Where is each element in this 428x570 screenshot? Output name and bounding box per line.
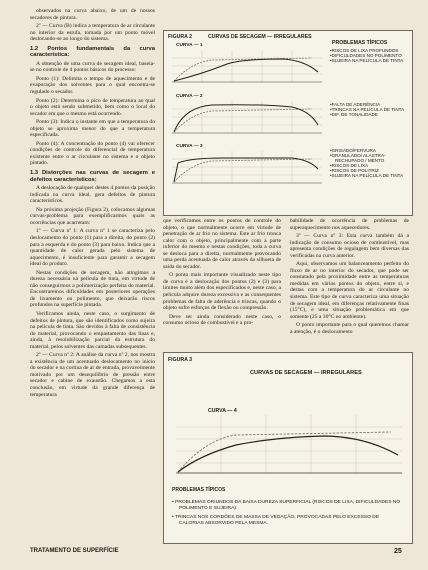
paragraph: Ponto (1): Delimita o tempo de aquecimento e de evaporação dos solventes para o qual encontra-se regulado o secador. xyxy=(30,75,155,96)
footer-section-title: TRATAMENTO DE SUPERFÍCIE xyxy=(30,548,119,554)
paragraph: Nestas condições de secagem, não atingimos a dureza necessária na película de tinta, em virtude de não conseguirmos a polimerização perfeita do material. Encontraremos dificuldades em posteriores operações de lixamento ou polimento, que deixarão riscos profundos na superfície pintada. xyxy=(30,269,155,309)
curve-3-label: CURVA — 3 xyxy=(176,144,203,149)
section-heading: 1.2 Pontos fundamentais da curva característica: xyxy=(30,45,155,59)
figure-2 xyxy=(163,30,413,216)
article-column-1 xyxy=(30,8,155,400)
problem-item: • DIFICULDADES NO POLIMENTO xyxy=(330,53,408,58)
paragraph: Verificamos ainda, neste caso, o surgimento de defeitos de pintura, que são identificados como sujeira na película de tinta. São devidos à falta de consistência do material, provocando o empastamento das linas e, ainda, à resolubilização parcial da estrutura do material, pelos solventes das camadas subsequentes. xyxy=(30,310,155,350)
paragraph: Ponto (4): A concentração do ponto (4) vai oferecer condições de controle do diferencial de temperatura existente entre o ar circulante no sistema e o objeto pintado. xyxy=(30,140,155,167)
problem-item: • SUJEIRA NA PELÍCULA DE TINTA xyxy=(330,173,410,178)
curve-4-plot xyxy=(176,415,402,475)
curve-2-label: CURVA — 2 xyxy=(176,94,203,99)
paragraph: Deve ser ainda considerado neste caso, o consumo ocioso de combustível e a pro- xyxy=(163,313,281,327)
problem-item: • PROBLEMAS ORIUNDOS DA BAIXA DUREZA SUPERFICIAL (RISCOS DE LIXA, DIFICULDADES NO POLIMENTO E SUJEIRA). xyxy=(172,500,402,511)
paragraph: A obtenção de uma curva de secagem ideal, baseia-se no controle de 4 pontos básicos do processo: xyxy=(30,60,155,74)
paragraph: A deslocação de qualquer destes 4 pontos da posição indicada na curva ideal, gera defeitos de pintura característicos. xyxy=(30,185,155,205)
problems-title: PROBLEMAS TÍPICOS xyxy=(172,487,226,493)
problem-item: • DIF. DE TONALIDADE xyxy=(330,112,408,117)
curve-2-plot xyxy=(172,101,322,135)
problem-item: • SUJEIRA NA PELÍCULA DE TINTA xyxy=(330,58,408,63)
problems-title: PROBLEMAS TÍPICOS xyxy=(332,40,388,46)
problem-item: • FALTA DE ADERÊNCIA xyxy=(330,102,408,107)
figure-heading: CURVAS DE SECAGEM — IRREGULARES xyxy=(208,34,312,40)
curve-2-problems xyxy=(330,102,408,117)
paragraph: que verificamos entre os pontos de controle do objeto, o que normalmente ocorre em virtude de penetração de ar frio no sistema. Este ar frio tronca calor com o objeto, principalmente com a parte inferior do mesmo e nestas condições, toda a curva se desloca para a direita, normalmente provocando uma perda acentuada de calor através da silhueta de saída do secador. xyxy=(163,218,281,270)
page-number: 25 xyxy=(394,548,402,555)
problem-item: • GRANULADO/ ALASTRA-RECHUPADO / MENTO xyxy=(330,153,410,163)
paragraph: O ponto importante para o qual queremos chamar a atenção, é o deslocamento xyxy=(290,322,409,335)
paragraph: 1º — Curva nº 1: A curva nº 1 se caracteriza pelo deslocamento do ponto (1) para a direita, do ponto (2) para a esquerda e do ponto (3) para baixo. Indica que a quantidade de calor gerada pelo sistema de aquecimento, é insuficiente para garantir a secagem ideal do produto. xyxy=(30,228,155,268)
paragraph: 2º — Curva nº 2: A análise da curva nº 2, nos mostra a existência de um acentuado deslocamento no início do secador e na cortina de ar de entrada, provavelmente motivado por um desequilíbrio de pressão entre secador e cabine de exaustão. Chegamos a esta conclusão, em virtude da grande diferença de temperatura xyxy=(30,352,155,398)
curve-1-problems xyxy=(330,48,408,63)
paragraph: 3º — Curva nº 3: Esta curva também dá a indicação de consumo ocioso de combustível, mas apresenta condições de regulagem bem diversas das verificadas na curva anterior. xyxy=(290,233,409,259)
problem-item: • TRINCAS NA PELÍCULA DE TINTA xyxy=(330,107,408,112)
section-heading: 1.3 Distorções nas curvas de secagem e defeitos característicos: xyxy=(30,170,155,183)
figure-heading: CURVAS DE SECAGEM — IRREGULARES xyxy=(250,370,362,376)
curve-4-problems xyxy=(172,500,402,530)
paragraph: observados na curva abaixo, de um de nossos secadores de pintura. xyxy=(30,8,155,21)
curve-1-plot xyxy=(172,50,322,84)
problem-item: • TRINCAS NOS CORDÕES DE MASSA DE VEDAÇÃO, PROVOCADAS PELO EXCESSO DE CALORIAS ABSORVIDO PELA MESMA. xyxy=(172,515,402,526)
paragraph: Ponto (2): Determina o pico de temperatura ao qual o objeto está sendo submetido, bem como o local do secador em que o mesmo está ocorrendo. xyxy=(30,97,155,117)
figure-label: FIGURA 3 xyxy=(168,357,193,363)
paragraph: Ponto (3): Indica o instante em que a temperatura do objeto se aproxima menor do que a temperatura especificada. xyxy=(30,119,155,139)
paragraph: babilidade de ocorrência de problemas de superaquecimento nos aquecedores. xyxy=(290,218,409,231)
paragraph: Aqui, observamos um balanceamento perfeito do fluxo de ar no interior do secador, que pode ser constatado pela proximidade entre as temperaturas medidas em vários pontos do objeto, entre si, e destas com a temperatura do ar circulante no sistema. Este tipo de curva caracteriza uma situação de secagem ideal, em diferenças relativamente finas (15°C), e uma situação problemática em que somente (25 a 30°C no ambiente). xyxy=(290,261,409,320)
article-column-2 xyxy=(163,218,281,329)
problem-item: • GRISADO/FERVURA xyxy=(330,148,410,153)
paragraph: O ponto mais importante visualizado neste tipo de curva é a deslocação dos pontos (2) e (3) para limites muito além dos especificados e, neste caso, a película adquire dureza excessiva e as consequentes problemas de falta de aderência e trincas, quando o objeto sofre esforços de flexão ou compressão. xyxy=(163,272,281,312)
problem-item: • RISCOS DE LIXA xyxy=(330,163,410,168)
figure-3 xyxy=(163,352,413,544)
curve-4-label: CURVA — 4 xyxy=(208,408,237,414)
curve-1-label: CURVA — 1 xyxy=(176,43,203,48)
problem-item: • RISCOS DE POLITRIZ xyxy=(330,168,410,173)
article-column-3 xyxy=(290,218,409,337)
paragraph: 2º — Curva (B) indica a temperatura de ar circulante no interior da estufa, tomada por um ponto móvel deslocando-se ao longo do sistema. xyxy=(30,23,155,43)
problem-item: • RISCOS DE LIXA PROFUNDOS xyxy=(330,48,408,53)
curve-3-problems xyxy=(330,148,410,179)
paragraph: Na próxima projeção (Figura 2), colocamos algumas curvas-problema para exemplificarmos quais as ocorrências que acarretam: xyxy=(30,206,155,226)
figure-label: FIGURA 2 xyxy=(168,34,193,40)
curve-3-plot xyxy=(172,151,322,185)
